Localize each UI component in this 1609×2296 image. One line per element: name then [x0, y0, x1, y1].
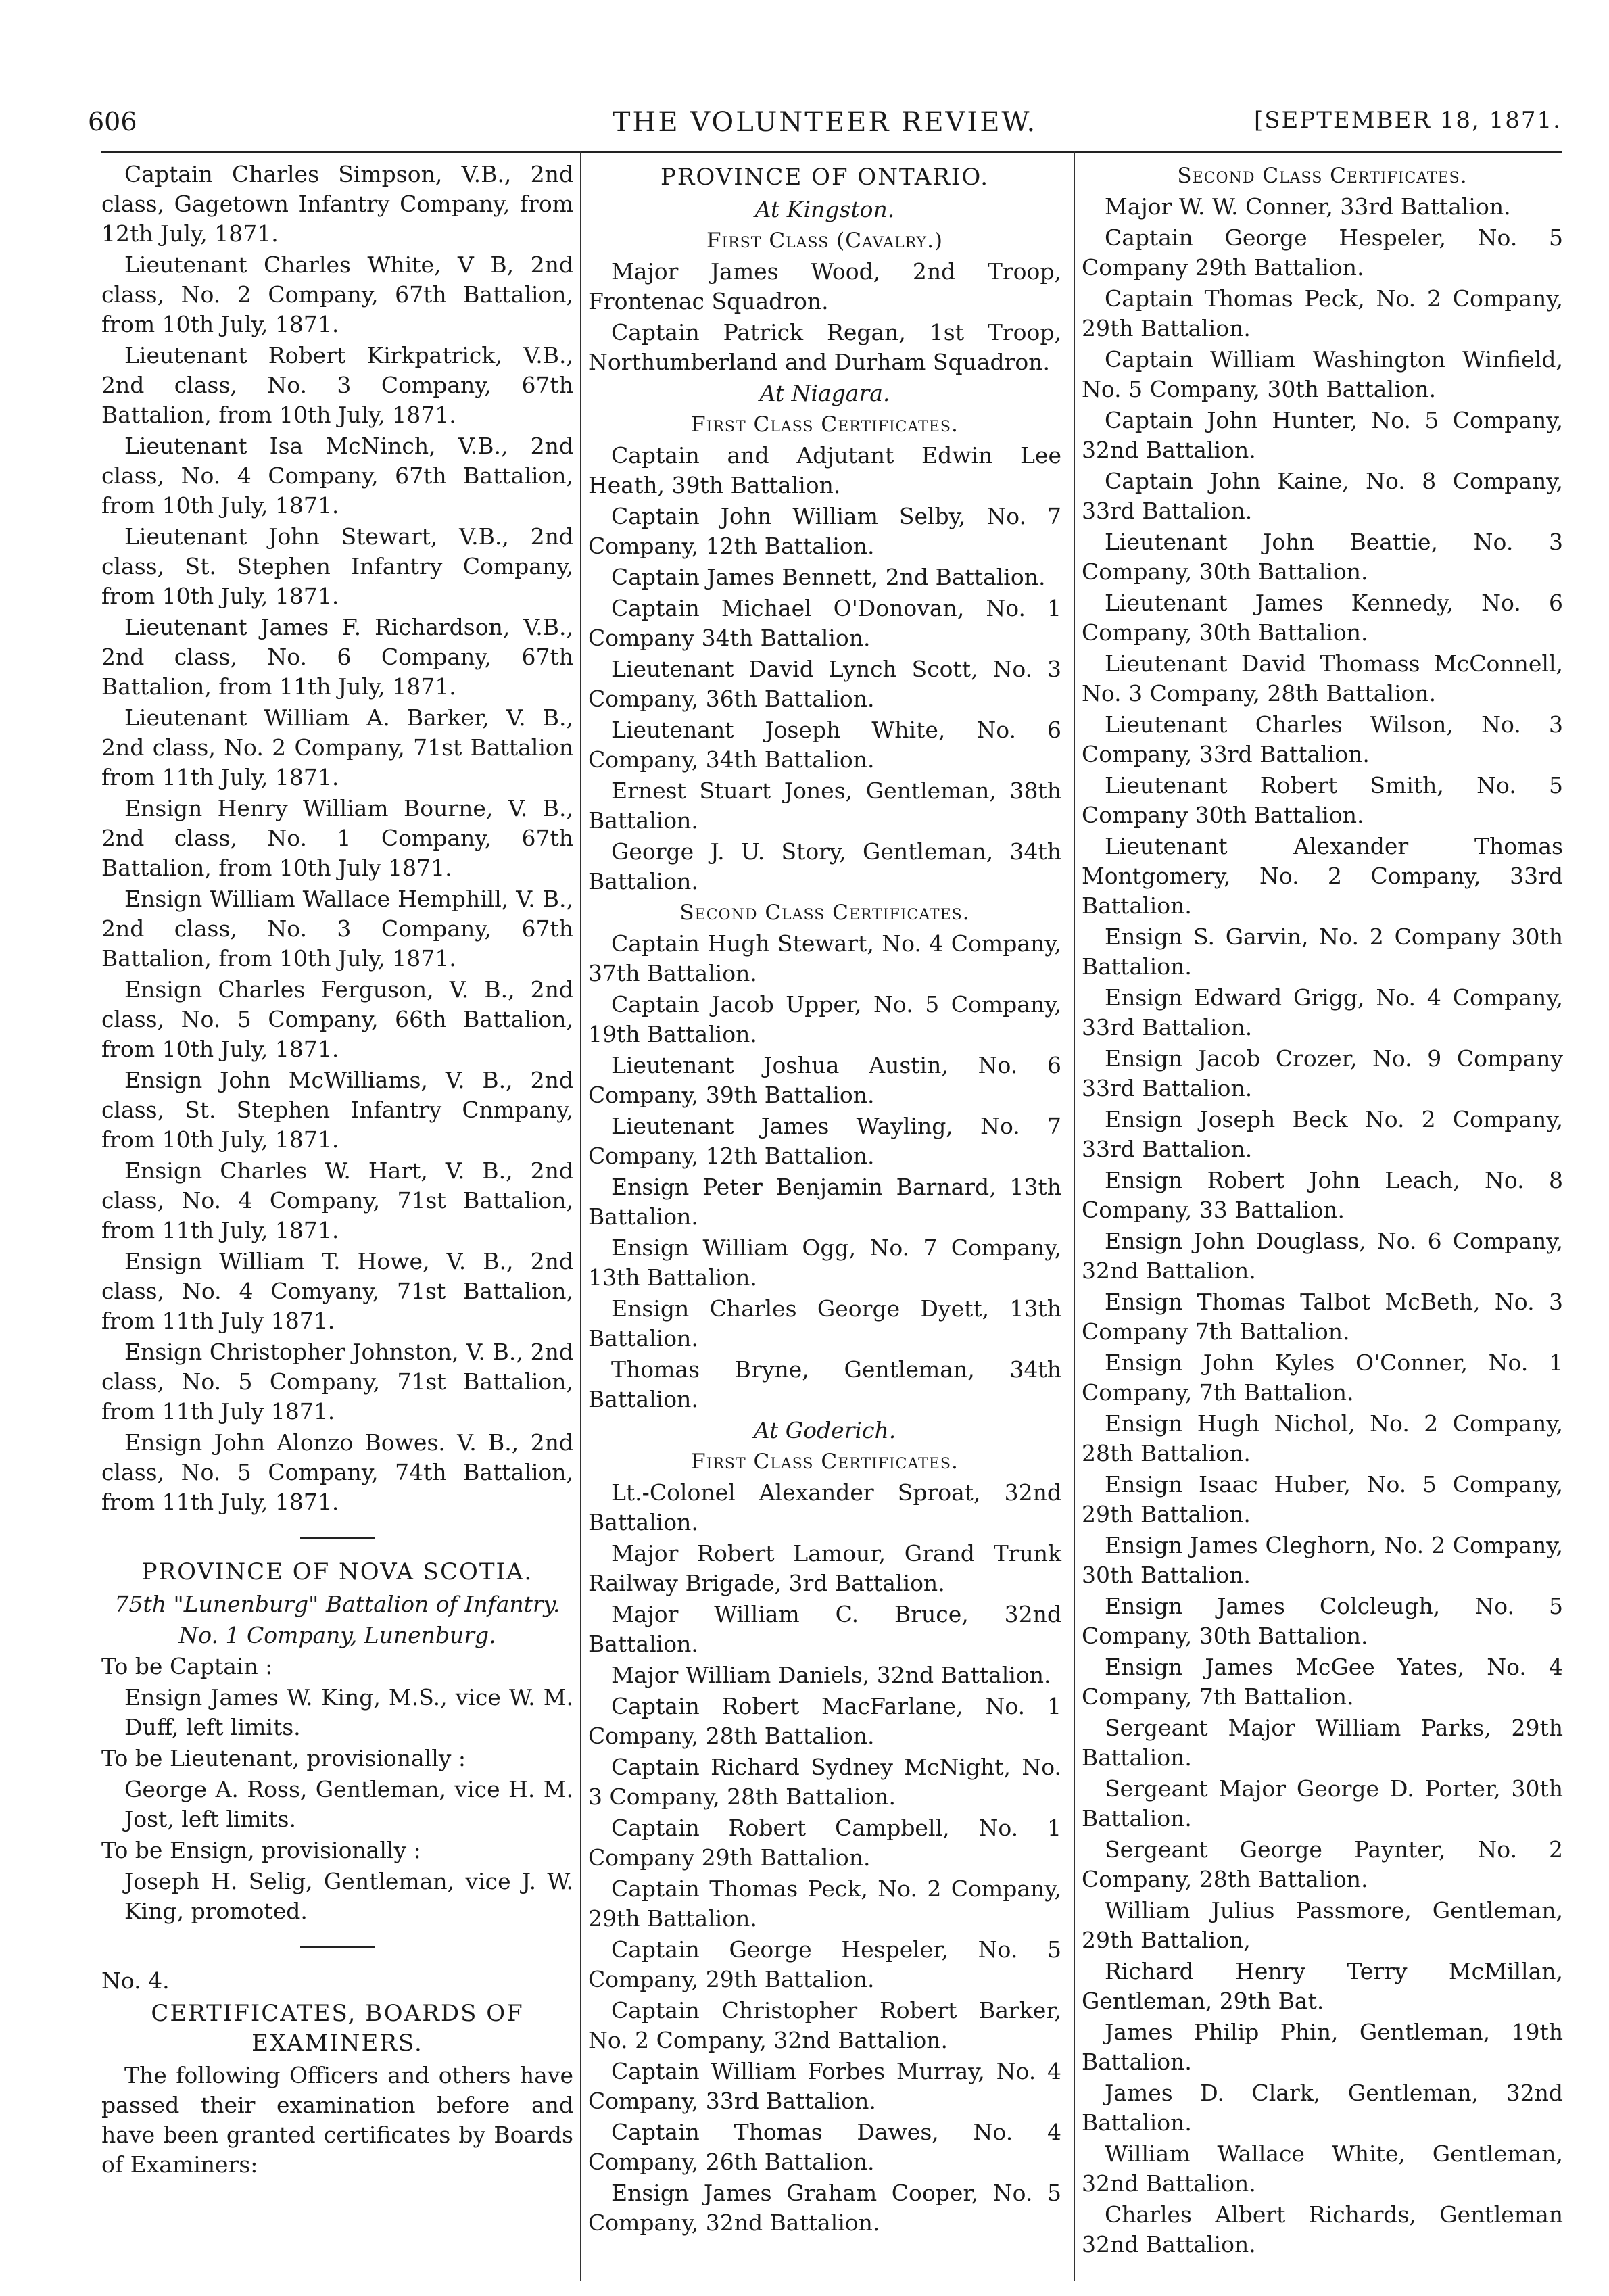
kingston-list [588, 257, 1061, 377]
certificate-entry: William Wallace White, Gentleman, 32nd Battalion. [1082, 2140, 1563, 2197]
certificate-entry: Ensign Edward Grigg, No. 4 Company, 33rd Battalion. [1082, 984, 1563, 1041]
column-3 [1082, 160, 1563, 2261]
certificate-entry: Lieutenant Charles White, V B, 2nd class, No. 2 Company, 67th Battalion, from 10th July, 1871. [101, 252, 573, 337]
to-be-captain-label: To be Captain : [101, 1653, 273, 1679]
certificate-entry: Sergeant George Paynter, No. 2 Company, 28th Battalion. [1082, 1836, 1563, 1892]
lieutenant-entry: George A. Ross, Gentleman, vice H. M. Jost, left limits. [124, 1776, 573, 1832]
ensign-entry: Joseph H. Selig, Gentleman, vice J. W. King, promoted. [124, 1868, 573, 1924]
intro-paragraph: The following Officers and others have passed their examination before and have been granted certificates by Boards of Examiners: [101, 2062, 573, 2178]
certificate-entry: Captain Robert Campbell, No. 1 Company 29th Battalion. [588, 1815, 1061, 1871]
certificate-entry: Captain Thomas Peck, No. 2 Company, 29th Battalion. [1082, 285, 1563, 341]
certificate-entry: Captain Richard Sydney McNight, No. 3 Company, 28th Battalion. [588, 1754, 1061, 1810]
certificate-entry: Major W. W. Conner, 33rd Battalion. [1105, 193, 1511, 220]
certificate-entry: James D. Clark, Gentleman, 32nd Battalion. [1082, 2080, 1563, 2136]
ontario-heading: PROVINCE OF ONTARIO. [660, 164, 990, 191]
certificate-entry: Ensign James McGee Yates, No. 4 Company, 7th Battalion. [1082, 1654, 1563, 1710]
column-divider [580, 151, 581, 2281]
goderich-list [588, 1478, 1061, 2238]
certificate-entry: Lieutenant John Beattie, No. 3 Company, 30th Battalion. [1082, 529, 1563, 585]
certificate-entry: Ensign William Wallace Hemphill, V. B., 2nd class, No. 3 Company, 67th Battalion, from 10th July, 1871. [101, 886, 573, 972]
to-be-lieutenant-label: To be Lieutenant, provisionally : [101, 1745, 466, 1771]
certificate-entry: Ensign Thomas Talbot McBeth, No. 3 Company 7th Battalion. [1082, 1289, 1563, 1345]
certificate-entry: Ensign Christopher Johnston, V. B., 2nd class, No. 5 Company, 71st Battalion, from 11th July 1871. [101, 1339, 573, 1425]
certificate-entry: Ensign James Graham Cooper, No. 5 Company, 32nd Battalion. [588, 2180, 1061, 2236]
certificate-entry: Captain Charles Simpson, V.B., 2nd class, Gagetown Infantry Company, from 12th July, 1871. [101, 161, 573, 247]
section-rule [300, 1537, 375, 1539]
niagara-second-class-heading: Second Class Certificates. [679, 901, 970, 925]
certificate-entry: James Philip Phin, Gentleman, 19th Battalion. [1082, 2019, 1563, 2075]
certificate-entry: Lieutenant David Lynch Scott, No. 3 Company, 36th Battalion. [588, 656, 1061, 712]
certificate-entry: Captain William Washington Winfield, No. 5 Company, 30th Battalion. [1082, 346, 1563, 402]
kingston-heading: At Kingston. [754, 196, 895, 222]
column-divider [1074, 151, 1075, 2281]
page-number: 606 [88, 107, 137, 137]
certificate-entry: Lieutenant James F. Richardson, V.B., 2nd class, No. 6 Company, 67th Battalion, from 11th July, 1871. [101, 614, 573, 700]
certificate-entry: Captain George Hespeler, No. 5 Company 29th Battalion. [1082, 224, 1563, 281]
certificate-entry: Ensign Jacob Crozer, No. 9 Company 33rd Battalion. [1082, 1045, 1563, 1101]
certificate-entry: Ensign Hugh Nichol, No. 2 Company, 28th Battalion. [1082, 1410, 1563, 1466]
battalion-heading: 75th "Lunenburg" Battalion of Infantry. [114, 1591, 560, 1617]
certificate-entry: Ensign Robert John Leach, No. 8 Company, 33 Battalion. [1082, 1167, 1563, 1223]
niagara-heading: At Niagara. [759, 380, 890, 406]
certificate-entry: Captain Hugh Stewart, No. 4 Company, 37th Battalion. [588, 930, 1061, 986]
certificate-entry: Captain and Adjutant Edwin Lee Heath, 39th Battalion. [588, 442, 1061, 498]
certificate-entry: Captain Robert MacFarlane, No. 1 Company, 28th Battalion. [588, 1693, 1061, 1749]
certificate-entry: Captain John Kaine, No. 8 Company, 33rd Battalion. [1082, 468, 1563, 524]
certificate-entry: Ensign John Alonzo Bowes. V. B., 2nd class, No. 5 Company, 74th Battalion, from 11th July, 1871. [101, 1429, 573, 1515]
column-1 [101, 160, 573, 2181]
certificate-entry: Ensign William Ogg, No. 7 Company, 13th Battalion. [588, 1235, 1061, 1291]
column-2 [588, 160, 1061, 2239]
certificate-entry: Ensign James Cleghorn, No. 2 Company, 30th Battalion. [1082, 1532, 1563, 1588]
certificates-heading: CERTIFICATES, BOARDS OF EXAMINERS. [151, 2000, 524, 2057]
certificate-entry: Ensign Charles W. Hart, V. B., 2nd class, No. 4 Company, 71st Battalion, from 11th July, 1871. [101, 1157, 573, 1243]
certificate-entry: Captain Patrick Regan, 1st Troop, Northumberland and Durham Squadron. [588, 319, 1061, 375]
certificate-entry: Major Robert Lamour, Grand Trunk Railway Brigade, 3rd Battalion. [588, 1540, 1061, 1596]
second-class-heading: Second Class Certificates. [1177, 164, 1468, 188]
certificate-entry: Charles Albert Richards, Gentleman 32nd Battalion. [1082, 2201, 1563, 2257]
certificate-entry: Lieutenant Charles Wilson, No. 3 Company, 33rd Battalion. [1082, 711, 1563, 767]
certificate-entry: Ensign Charles George Dyett, 13th Battalion. [588, 1295, 1061, 1352]
certificate-entry: Captain William Forbes Murray, No. 4 Company, 33rd Battalion. [588, 2058, 1061, 2114]
certificate-entry: Lieutenant Robert Kirkpatrick, V.B., 2nd class, No. 3 Company, 67th Battalion, from 10th July, 1871. [101, 342, 573, 428]
goderich-heading: At Goderich. [753, 1417, 896, 1443]
certificate-entry: Ensign Isaac Huber, No. 5 Company, 29th Battalion. [1082, 1471, 1563, 1527]
certificate-entry: Richard Henry Terry McMillan, Gentleman, 29th Bat. [1082, 1958, 1563, 2014]
kingston-class-heading: First Class (Cavalry.) [706, 229, 944, 253]
certificate-entry: Lieutenant James Wayling, No. 7 Company, 12th Battalion. [588, 1113, 1061, 1169]
captain-entry: Ensign James W. King, M.S., vice W. M. Duff, left limits. [124, 1684, 573, 1740]
certificate-entry: Lieutenant Alexander Thomas Montgomery, No. 2 Company, 33rd Battalion. [1082, 833, 1563, 919]
certificate-entry: Ensign Charles Ferguson, V. B., 2nd class, No. 5 Company, 66th Battalion, from 10th July, 1871. [101, 976, 573, 1062]
certificate-entry: Captain John William Selby, No. 7 Company, 12th Battalion. [588, 503, 1061, 559]
page-header [88, 107, 1562, 147]
certificate-entry: Ensign S. Garvin, No. 2 Company 30th Battalion. [1082, 924, 1563, 980]
company-heading: No. 1 Company, Lunenburg. [178, 1622, 496, 1648]
certificate-entry: Ernest Stuart Jones, Gentleman, 38th Battalion. [588, 778, 1061, 834]
certificate-entry: Ensign Joseph Beck No. 2 Company, 33rd Battalion. [1082, 1106, 1563, 1162]
certificate-entry: Ensign John McWilliams, V. B., 2nd class, St. Stephen Infantry Cnmpany, from 10th July, 1871. [101, 1067, 573, 1153]
certificate-entry: Major William C. Bruce, 32nd Battalion. [588, 1601, 1061, 1657]
second-class-list [1082, 192, 1563, 2259]
certificate-entry: Major William Daniels, 32nd Battalion. [611, 1662, 1051, 1688]
nova-scotia-heading: PROVINCE OF NOVA SCOTIA. [141, 1558, 533, 1585]
niagara-second-list [588, 929, 1061, 1414]
certificate-entry: Ensign William T. Howe, V. B., 2nd class, No. 4 Comyany, 71st Battalion, from 11th July 1871. [101, 1248, 573, 1334]
certificate-entry: Lieutenant Isa McNinch, V.B., 2nd class, No. 4 Company, 67th Battalion, from 10th July, 1871. [101, 433, 573, 519]
goderich-first-class-heading: First Class Certificates. [691, 1450, 959, 1474]
certificate-entry: Lieutenant James Kennedy, No. 6 Company, 30th Battalion. [1082, 590, 1563, 646]
certificate-entry: Lieutenant Joseph White, No. 6 Company, 34th Battalion. [588, 717, 1061, 773]
certificate-entry: Captain John Hunter, No. 5 Company, 32nd Battalion. [1082, 407, 1563, 463]
certificate-entry: Lieutenant Robert Smith, No. 5 Company 30th Battalion. [1082, 772, 1563, 828]
certificate-entry: Lieutenant Joshua Austin, No. 6 Company, 39th Battalion. [588, 1052, 1061, 1108]
certificate-entry: Captain Thomas Peck, No. 2 Company, 29th Battalion. [588, 1875, 1061, 1932]
certificate-entry: Ensign John Douglass, No. 6 Company, 32nd Battalion. [1082, 1228, 1563, 1284]
certificate-entry: Ensign James Colcleugh, No. 5 Company, 30th Battalion. [1082, 1593, 1563, 1649]
certificate-entry: Captain Thomas Dawes, No. 4 Company, 26th Battalion. [588, 2119, 1061, 2175]
certificate-entry: Thomas Bryne, Gentleman, 34th Battalion. [588, 1356, 1061, 1412]
certificate-entry: William Julius Passmore, Gentleman, 29th Battalion, [1082, 1897, 1563, 1953]
certificate-entry: Captain Michael O'Donovan, No. 1 Company 34th Battalion. [588, 595, 1061, 651]
certificate-entry: Captain James Bennett, 2nd Battalion. [611, 564, 1046, 590]
niagara-first-list [588, 441, 1061, 896]
certificate-entry: Sergeant Major George D. Porter, 30th Battalion. [1082, 1775, 1563, 1832]
niagara-first-class-heading: First Class Certificates. [691, 412, 959, 437]
header-rule [101, 151, 1562, 153]
issue-date: [SEPTEMBER 18, 1871. [1254, 107, 1562, 134]
order-number: No. 4. [101, 1967, 170, 1994]
section-rule [300, 1946, 375, 1948]
certificate-entry: Captain Jacob Upper, No. 5 Company, 19th Battalion. [588, 991, 1061, 1047]
certificate-entry: Captain Christopher Robert Barker, No. 2 Company, 32nd Battalion. [588, 1997, 1061, 2053]
certificate-entry: Lieutenant William A. Barker, V. B., 2nd class, No. 2 Company, 71st Battalion from 11th July, 1871. [101, 704, 573, 790]
certificate-entry: Ensign John Kyles O'Conner, No. 1 Company, 7th Battalion. [1082, 1349, 1563, 1406]
certificate-entry: Ensign Peter Benjamin Barnard, 13th Battalion. [588, 1174, 1061, 1230]
certificate-entry: Ensign Henry William Bourne, V. B., 2nd class, No. 1 Company, 67th Battalion, from 10th July 1871. [101, 795, 573, 881]
certificate-entry: George J. U. Story, Gentleman, 34th Battalion. [588, 838, 1061, 894]
officer-list [101, 160, 573, 1517]
certificate-entry: Sergeant Major William Parks, 29th Battalion. [1082, 1715, 1563, 1771]
certificate-entry: Major James Wood, 2nd Troop, Frontenac Squadron. [588, 258, 1061, 314]
certificate-entry: Lieutenant David Thomass McConnell, No. 3 Company, 28th Battalion. [1082, 650, 1563, 707]
publication-title: THE VOLUNTEER REVIEW. [612, 107, 1038, 138]
to-be-ensign-label: To be Ensign, provisionally : [101, 1837, 421, 1863]
certificate-entry: Captain George Hespeler, No. 5 Company, 29th Battalion. [588, 1936, 1061, 1992]
certificate-entry: Lieutenant John Stewart, V.B., 2nd class, St. Stephen Infantry Company, from 10th July, 1871. [101, 523, 573, 609]
certificate-entry: Lt.-Colonel Alexander Sproat, 32nd Battalion. [588, 1479, 1061, 1535]
